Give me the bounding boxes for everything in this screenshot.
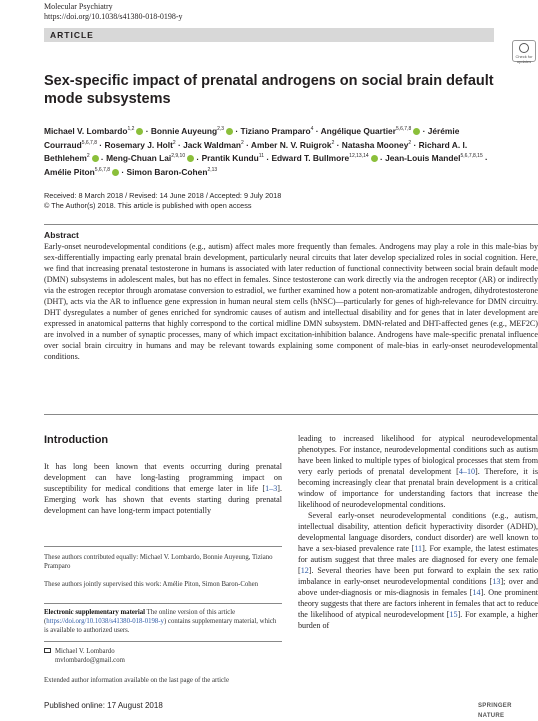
author-name[interactable]: Edward T. Bullmore$^{12,13,14}$ xyxy=(271,153,377,163)
text-run: ) contains supplementary material, which is available to authorized users. xyxy=(44,618,277,634)
affiliation-marker: 5,6,7,8 xyxy=(94,167,111,174)
citation-link[interactable]: 15 xyxy=(449,610,458,619)
author-separator: · xyxy=(264,153,272,164)
esm-label: Electronic supplementary material xyxy=(44,609,146,616)
author-separator: · xyxy=(143,125,151,136)
citation-link[interactable]: 4–10 xyxy=(458,467,476,476)
affiliation-marker: 2 xyxy=(86,153,90,160)
author-name[interactable]: Jérémie Courraud$^{5,6,7,8}$ xyxy=(44,125,460,150)
text-run: ]. For example, the latest estimates for autism suggest that three males are diagnosed for every one female [ xyxy=(298,544,538,575)
citation-link[interactable]: 14 xyxy=(472,588,481,597)
text-run: ]. Emerging work has shown that events starting during prenatal development can have long-term impact potentially xyxy=(44,484,282,515)
orcid-icon[interactable] xyxy=(112,169,119,176)
text-run: ]. For example, a higher burden of xyxy=(298,610,538,630)
affiliation-marker: 2 xyxy=(240,139,244,146)
author-separator: · xyxy=(119,167,127,178)
published-date: Published online: 17 August 2018 xyxy=(44,701,163,710)
doi-link[interactable]: https://doi.org/10.1038/s41380-018-0198-y xyxy=(44,12,183,21)
refresh-icon xyxy=(519,43,529,53)
author-separator: · xyxy=(243,139,251,150)
text-run: ]. One prominent theory suggests that there are factors inherent in females that act to reduce the likelihood of atypical neurodevelopment [ xyxy=(298,588,538,619)
text-run: leading to increased likelihood for atypical neurodevelopmental phenotypes. For instance, neurodevelopmental conditions such as autism have been linked to multiple types of biological processes that stem from very early periods of prenatal development [ xyxy=(298,434,538,476)
footnote-divider xyxy=(44,546,282,547)
author-name[interactable]: Angélique Quartier$^{5,6,7,8}$ xyxy=(321,126,421,136)
author-name[interactable]: Amélie Piton$^{5,6,7,8}$ xyxy=(44,167,119,177)
divider xyxy=(44,224,538,225)
author-separator: · xyxy=(420,125,428,136)
orcid-icon[interactable] xyxy=(371,155,378,162)
author-separator: · xyxy=(96,139,105,150)
author-name[interactable]: Richard A. I. Bethlehem$^2$ xyxy=(44,139,468,164)
author-separator: · xyxy=(194,153,202,164)
author-name[interactable]: Simon Baron-Cohen$^{2,13}$ xyxy=(126,167,218,178)
text-run: Several early-onset neurodevelopmental conditions (e.g., autism, intellectual disability, attention deficit hyperactivity disorder (ADHD), developmental language disorders, conduct disorder) are well known to have a sex-biased prevalence rate [ xyxy=(298,511,538,553)
author-list xyxy=(44,123,504,178)
author-separator: · xyxy=(334,139,342,150)
author-name[interactable]: Prantik Kundu$^{11}$ xyxy=(201,153,264,164)
intro-heading: Introduction xyxy=(44,434,109,446)
footnote-divider xyxy=(44,641,282,642)
citation-link[interactable]: 12 xyxy=(300,566,309,575)
article-dates xyxy=(44,191,504,211)
author-separator: · xyxy=(411,139,419,150)
section-label: ARTICLE xyxy=(44,28,494,42)
corresponding-author xyxy=(44,647,282,665)
affiliation-marker: 2,13 xyxy=(207,167,218,174)
journal-name: Molecular Psychiatry xyxy=(44,2,113,11)
affiliation-marker: 12,13,14 xyxy=(349,153,369,160)
text-run: The online version of this article ( xyxy=(44,609,236,625)
author-name[interactable]: Jean-Louis Mandel$^{5,6,7,8,15}$ xyxy=(385,153,483,164)
author-separator: · xyxy=(98,153,107,164)
author-name[interactable]: Bonnie Auyeung$^{2,3}$ xyxy=(151,126,233,136)
intro-paragraph xyxy=(298,433,538,510)
author-name[interactable]: Rosemary J. Holt$^2$ xyxy=(104,139,176,150)
author-name[interactable]: Meng-Chuan Lai$^{2,9,10}$ xyxy=(106,153,194,163)
citation-link[interactable]: 11 xyxy=(414,544,423,553)
footnote-esm xyxy=(44,608,282,635)
affiliation-marker: 2,9,10 xyxy=(171,153,186,160)
text-run: ]. Therefore, it is becoming increasingly clear that prenatal brain development is a critical window of importance for understanding factors that increase the likelihood of neurodevelopmental conditions. xyxy=(298,467,538,509)
orcid-icon[interactable] xyxy=(226,128,233,135)
esm-link[interactable]: https://doi.org/10.1038/s41380-018-0198-y xyxy=(46,618,164,625)
citation-link[interactable]: 13 xyxy=(492,577,501,586)
affiliation-marker: 2 xyxy=(408,139,412,146)
journal-header xyxy=(44,2,183,22)
affiliation-marker: 2 xyxy=(331,139,335,146)
author-separator: · xyxy=(233,125,241,136)
citation-link[interactable]: 1–3 xyxy=(265,484,278,493)
extended-author-info: Extended author information available on the last page of the article xyxy=(44,677,229,684)
author-separator: · xyxy=(313,125,321,136)
text-run: ]; over and above under-diagnosis or mis-diagnosis in females [ xyxy=(298,577,538,597)
author-name[interactable]: Tiziano Pramparo$^4$ xyxy=(240,125,314,136)
affiliation-marker: 5,6,7,8,15 xyxy=(460,153,483,160)
affiliation-marker: 2 xyxy=(172,139,176,146)
copyright-line: © The Author(s) 2018. This article is published with open access xyxy=(44,201,252,210)
footnote-divider xyxy=(44,603,282,604)
intro-paragraph xyxy=(298,510,538,631)
affiliation-marker: 5,6,7,8 xyxy=(395,126,412,132)
received-dates: Received: 8 March 2018 / Revised: 14 June 2018 / Accepted: 9 July 2018 xyxy=(44,191,282,200)
footnote-equal-contribution: These authors contributed equally: Michael V. Lombardo, Bonnie Auyeung, Tiziano Pramparo xyxy=(44,554,273,570)
intro-column-right xyxy=(298,433,538,631)
check-for-updates-badge[interactable] xyxy=(512,40,536,62)
author-separator: · xyxy=(377,153,386,164)
affiliation-marker: 11 xyxy=(258,153,264,160)
contact-name: Michael V. Lombardo xyxy=(55,648,115,655)
contact-email[interactable]: mvlombardo@gmail.com xyxy=(55,657,125,664)
affiliation-marker: 1,2 xyxy=(127,126,135,132)
author-name[interactable]: Amber N. V. Ruigrok$^2$ xyxy=(250,139,335,150)
divider xyxy=(44,414,538,415)
orcid-icon[interactable] xyxy=(92,155,99,162)
footnote-joint-supervision: These authors jointly supervised this work: Amélie Piton, Simon Baron-Cohen xyxy=(44,581,259,588)
author-name[interactable]: Michael V. Lombardo$^{1,2}$ xyxy=(44,126,143,136)
publisher-logo: SPRINGER NATURE xyxy=(478,703,512,719)
author-separator: · xyxy=(175,139,184,150)
abstract-text: Early-onset neurodevelopmental conditions (e.g., autism) affect males more frequently than females. Androgens may play a role in this male-bias by sex-differentially impacting early prenatal brain development, particularly neural circuits that later develop specialized roles in social cognition. Here, we find that increasing prenatal testosterone in humans is associated with later reduction of functional connectivity between social brain default mode (DMN) subsystems in adolescent males, but has no effect in females. Since testosterone can work directly via the androgen receptor (AR) or indirectly via the estrogen receptor through aromatase conversion to estradiol, we further examined how a potent non-aromatizable androgen, dihydrotestosterone (DHT), acts via the AR to influence gene expression in human neural stem cells (hNSC)—particularly for genes of high-relevance for DMN circuitry. DHT dysregulates a number of genes enriched for syndromic causes of autism and intellectual disability and for genes that in later development are expressed in anatomical patterns that highly correspond to the cortical midline DMN subsystem. DMN-related and DHT-affected genes (e.g., MEF2C) are involved in a number of synaptic processes, many of which impact excitation-inhibition balance. Androgens have male-specific prenatal influence over social brain circuitry in humans and may be relevant towards explaining some component of male-bias in early-onset neurodevelopmental conditions. xyxy=(44,242,538,361)
author-name[interactable]: Jack Waldman$^2$ xyxy=(183,139,244,150)
article-title: Sex-specific impact of prenatal androgens on social brain default mode subsystems xyxy=(44,73,494,107)
author-separator: · xyxy=(482,153,488,164)
mail-icon xyxy=(44,648,51,653)
text-run: ]. Several theories have been put forward to explain the sex ratio imbalance in early-onset neurodevelopmental conditions [ xyxy=(298,566,538,586)
affiliation-marker: 5,6,7,8 xyxy=(81,139,97,146)
badge-text: Check for updates xyxy=(515,54,533,64)
text-run: It has long been known that events occurring during prenatal development can have long-lasting programming impact on susceptibility for medical conditions that emerge later in life [ xyxy=(44,462,282,493)
author-name[interactable]: Natasha Mooney$^2$ xyxy=(341,139,412,150)
affiliation-marker: 4 xyxy=(310,126,314,132)
intro-paragraph-left xyxy=(44,461,282,516)
affiliation-marker: 2,3 xyxy=(217,126,225,132)
abstract-heading: Abstract xyxy=(44,230,79,240)
